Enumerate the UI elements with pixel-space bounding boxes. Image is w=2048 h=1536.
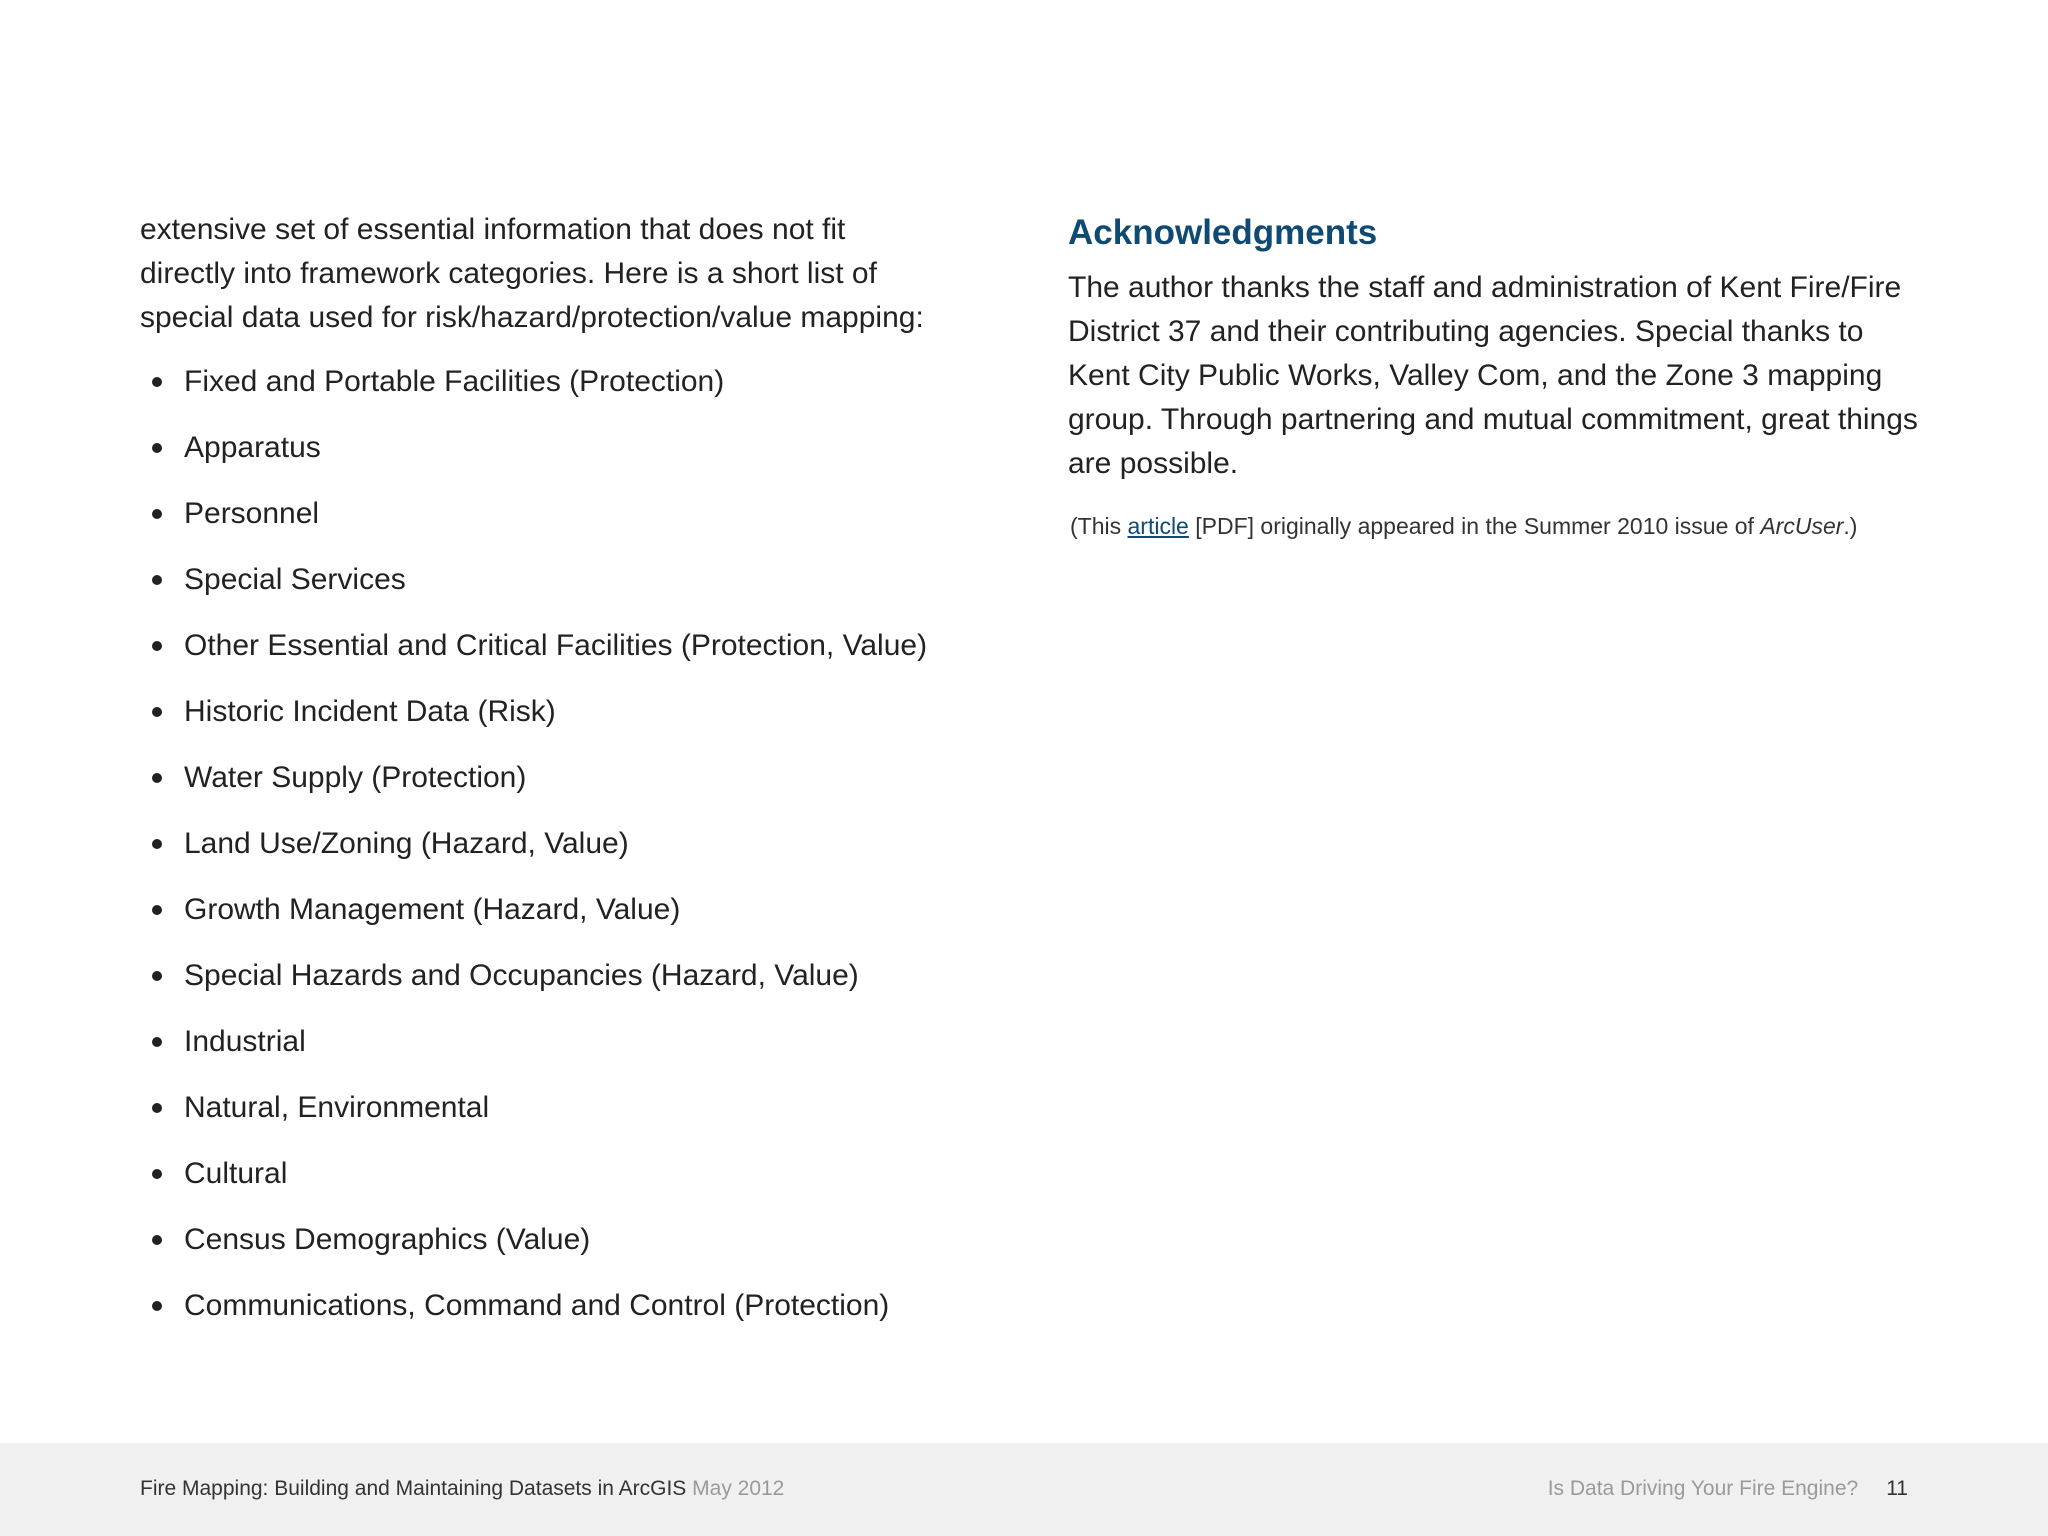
bullet-icon	[152, 1169, 162, 1179]
list-item	[140, 756, 940, 800]
list-item-label: Water Supply (Protection)	[184, 761, 527, 794]
bullet-icon	[152, 1103, 162, 1113]
list-item-label: Apparatus	[184, 431, 321, 464]
list-item-label: Land Use/Zoning (Hazard, Value)	[184, 827, 629, 860]
list-item-label: Special Services	[184, 563, 406, 596]
left-column	[140, 208, 940, 1350]
list-item	[140, 1284, 940, 1328]
list-item-label: Growth Management (Hazard, Value)	[184, 893, 681, 926]
list-item	[140, 1152, 940, 1196]
bullet-icon	[152, 1037, 162, 1047]
list-item-label: Communications, Command and Control (Protection)	[184, 1289, 890, 1322]
source-note-suffix: .)	[1843, 513, 1858, 539]
list-item-label: Personnel	[184, 497, 320, 530]
list-item-label: Industrial	[184, 1025, 306, 1058]
bullet-icon	[152, 1235, 162, 1245]
list-item	[140, 822, 940, 866]
bullet-icon	[152, 575, 162, 585]
bullet-icon	[152, 773, 162, 783]
source-note	[1070, 508, 1928, 544]
list-item	[140, 558, 940, 602]
list-item-label: Cultural	[184, 1157, 288, 1190]
list-item	[140, 360, 940, 404]
list-item	[140, 1086, 940, 1130]
footer-chapter-title: Is Data Driving Your Fire Engine?	[1547, 1477, 1859, 1500]
list-item	[140, 690, 940, 734]
acknowledgments-heading: Acknowledgments	[1068, 213, 1378, 252]
list-item-label: Census Demographics (Value)	[184, 1223, 591, 1256]
special-data-list	[140, 360, 940, 1328]
footer-book-title: Fire Mapping: Building and Maintaining Datasets in ArcGIS	[140, 1477, 687, 1500]
list-item-label: Fixed and Portable Facilities (Protection)	[184, 365, 725, 398]
list-item-label: Other Essential and Critical Facilities (Protection, Value)	[184, 629, 928, 662]
list-item	[140, 426, 940, 470]
bullet-icon	[152, 443, 162, 453]
bullet-icon	[152, 707, 162, 717]
list-item-label: Special Hazards and Occupancies (Hazard, Value)	[184, 959, 859, 992]
acknowledgments-paragraph: The author thanks the staff and administration of Kent Fire/Fire District 37 and their contributing agencies. Special thanks to Kent City Public Works, Valley Com, and the Zone 3 mapping group. Through partnering and mutual commitment, great things are possible.	[1068, 271, 1918, 480]
list-item	[140, 624, 940, 668]
list-item	[140, 1218, 940, 1262]
bullet-icon	[152, 641, 162, 651]
bullet-icon	[152, 377, 162, 387]
source-note-prefix: (This	[1070, 513, 1128, 539]
footer-book-info	[140, 1473, 784, 1505]
list-item-label: Historic Incident Data (Risk)	[184, 695, 556, 728]
list-item	[140, 888, 940, 932]
footer-chapter-info	[1548, 1473, 1908, 1505]
page-footer	[0, 1443, 2048, 1536]
bullet-icon	[152, 971, 162, 981]
footer-date: May 2012	[692, 1477, 785, 1500]
bullet-icon	[152, 905, 162, 915]
article-link[interactable]: article	[1127, 513, 1189, 539]
bullet-icon	[152, 1301, 162, 1311]
page-number: 11	[1886, 1477, 1908, 1500]
source-note-middle: [PDF] originally appeared in the Summer 2010 issue of	[1188, 513, 1761, 539]
bullet-icon	[152, 839, 162, 849]
list-item	[140, 954, 940, 998]
list-item	[140, 492, 940, 536]
right-column	[1068, 208, 1928, 544]
list-item	[140, 1020, 940, 1064]
intro-paragraph: extensive set of essential information that does not fit directly into framework categories. Here is a short list of special data used for risk/hazard/protection/value mapping:	[140, 213, 924, 334]
list-item-label: Natural, Environmental	[184, 1091, 490, 1124]
publication-name: ArcUser	[1760, 513, 1844, 539]
bullet-icon	[152, 509, 162, 519]
